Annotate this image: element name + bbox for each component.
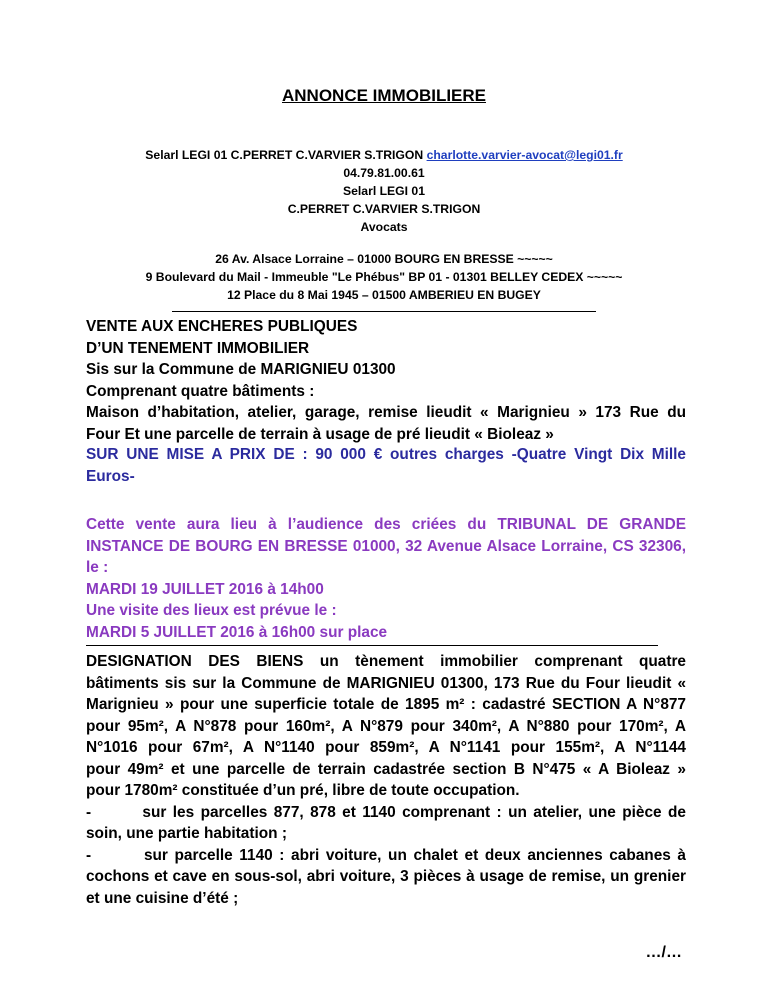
price-line: Euros- xyxy=(86,467,135,485)
address-belley: 9 Boulevard du Mail - Immeuble "Le Phébus" BP 01 - 01301 BELLEY CEDEX ~~~~~ xyxy=(145,270,623,284)
bullet-line: - sur les parcelles 877, 878 et 1140 comprenant : un atelier, une pièce de xyxy=(86,803,686,821)
designation-line: bâtiments sis sur la Commune de MARIGNIEU 01300, 173 Rue du Four lieudit « xyxy=(86,674,686,692)
designation-line: pour 49m² et une parcelle de terrain cadastrée section B N°475 « A Bioleaz » xyxy=(86,760,686,778)
hearing-line: le : xyxy=(86,559,109,576)
hearing-date: MARDI 19 JUILLET 2016 à 14h00 xyxy=(86,580,324,598)
phone: 04.79.81.00.61 xyxy=(343,166,425,180)
sale-line: Maison d’habitation, atelier, garage, remise lieudit « Marignieu » 173 Rue du xyxy=(86,404,686,421)
designation-line: DESIGNATION DES BIENS un tènement immobilier comprenant quatre xyxy=(86,653,686,670)
header-divider xyxy=(172,311,596,312)
firm-repeat: Selarl LEGI 01 xyxy=(343,184,425,198)
bullet-line: soin, une partie habitation ; xyxy=(86,825,287,842)
designation-line: N°1016 pour 67m², A N°1140 pour 859m², A N°1141 pour 155m², A N°1144 xyxy=(86,739,686,756)
address-amberieu: 12 Place du 8 Mai 1945 – 01500 AMBERIEU EN BUGEY xyxy=(227,288,541,302)
email-link[interactable]: charlotte.varvier-avocat@legi01.fr xyxy=(426,148,623,162)
lawyers: C.PERRET C.VARVIER S.TRIGON xyxy=(287,202,481,216)
sale-block xyxy=(86,316,686,445)
designation-line: pour 95m², A N°878 pour 160m², A N°879 pour 340m², A N°880 pour 170m², A xyxy=(86,717,686,735)
designation-block xyxy=(86,651,686,909)
price-line: SUR UNE MISE A PRIX DE : 90 000 € outres charges -Quatre Vingt Dix Mille xyxy=(86,446,686,463)
sale-line: VENTE AUX ENCHERES PUBLIQUES xyxy=(86,318,358,335)
role: Avocats xyxy=(360,220,408,234)
address-bourg: 26 Av. Alsace Lorraine – 01000 BOURG EN BRESSE ~~~~~ xyxy=(215,252,553,266)
section-divider xyxy=(86,645,658,646)
price-block xyxy=(86,444,686,487)
firm-name: Selarl LEGI 01 C.PERRET C.VARVIER S.TRIGON xyxy=(145,148,427,162)
hearing-line: Une visite des lieux est prévue le : xyxy=(86,602,337,619)
firm-line xyxy=(0,146,768,164)
sale-line: Four Et une parcelle de terrain à usage de pré lieudit « Bioleaz » xyxy=(86,425,554,443)
hearing-block xyxy=(86,514,686,643)
sale-line: D’UN TENEMENT IMMOBILIER xyxy=(86,339,310,357)
sale-line: Sis sur la Commune de MARIGNIEU 01300 xyxy=(86,361,396,378)
document-title: ANNONCE IMMOBILIERE xyxy=(282,86,486,105)
hearing-line: Cette vente aura lieu à l’audience des criées du TRIBUNAL DE GRANDE xyxy=(86,516,686,533)
sale-line: Comprenant quatre bâtiments : xyxy=(86,382,315,400)
visit-date: MARDI 5 JUILLET 2016 à 16h00 sur place xyxy=(86,623,388,641)
bullet-line: - sur parcelle 1140 : abri voiture, un chalet et deux anciennes cabanes à xyxy=(86,846,686,864)
designation-line: pour 1780m² constituée d’un pré, libre de toute occupation. xyxy=(86,782,520,799)
designation-line: Marignieu » pour une superficie totale de 1895 m² : cadastré SECTION A N°877 xyxy=(86,696,686,713)
continuation-mark: …/… xyxy=(645,944,682,961)
hearing-line: INSTANCE DE BOURG EN BRESSE 01000, 32 Avenue Alsace Lorraine, CS 32306, xyxy=(86,537,686,555)
bullet-line: cochons et cave en sous-sol, abri voiture, 3 pièces à usage de remise, un grenier xyxy=(86,868,686,885)
bullet-line: et une cuisine d’été ; xyxy=(86,889,239,907)
